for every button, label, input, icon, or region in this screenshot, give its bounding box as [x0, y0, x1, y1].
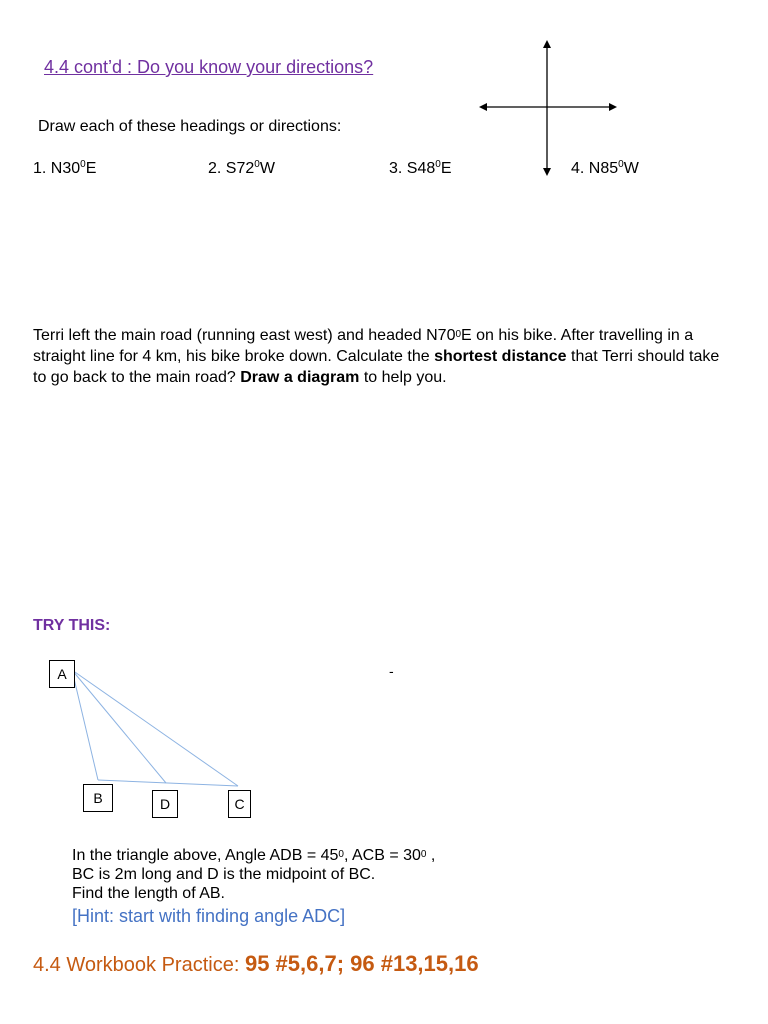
triangle-line-1: In the triangle above, Angle ADB = $45^0$, ACB = $30^0$ ,	[72, 847, 436, 864]
heading-2: 2. $S72^0W$	[208, 159, 275, 177]
vertex-label-c: C	[228, 790, 251, 818]
workbook-label: 4.4 Workbook Practice:	[33, 954, 245, 976]
stray-dash: -	[389, 663, 394, 679]
try-this-heading: TRY THIS:	[33, 617, 111, 634]
hint-text: [Hint: start with finding angle ADC]	[72, 906, 346, 926]
heading-3: 3. $S48^0E$	[389, 159, 452, 177]
vertex-label-d: D	[152, 790, 178, 818]
heading-1: 1. $N30^0E$	[33, 159, 97, 177]
heading-4: 4. $N85^0W$	[571, 159, 639, 177]
segment-ad	[72, 670, 166, 783]
triangle-line-2: BC is 2m long and D is the midpoint of BC.	[72, 866, 376, 883]
workbook-pages: 95 #5,6,7; 96 #13,15,16	[244, 951, 479, 976]
segment-ac	[72, 670, 238, 786]
triangle-problem-text	[72, 846, 435, 903]
page-title: 4.4 cont’d : Do you know your directions?	[44, 57, 374, 77]
word-problem: Terri left the main road (running east west) and headed $N70^0E$ on his bike. After travelling in a straight line for 4 km, his bike broke down. Calculate the shortest distance that Terri should take to go back to the main road? Draw a diagram to help you.	[33, 327, 720, 386]
segment-bc	[98, 780, 238, 786]
vertex-label-b: B	[83, 784, 113, 812]
instruction-text: Draw each of these headings or directions:	[38, 118, 342, 135]
segment-ab	[72, 670, 98, 780]
workbook-practice	[33, 951, 479, 977]
triangle-line-3: Find the length of AB.	[72, 885, 225, 902]
vertex-label-a: A	[49, 660, 75, 688]
